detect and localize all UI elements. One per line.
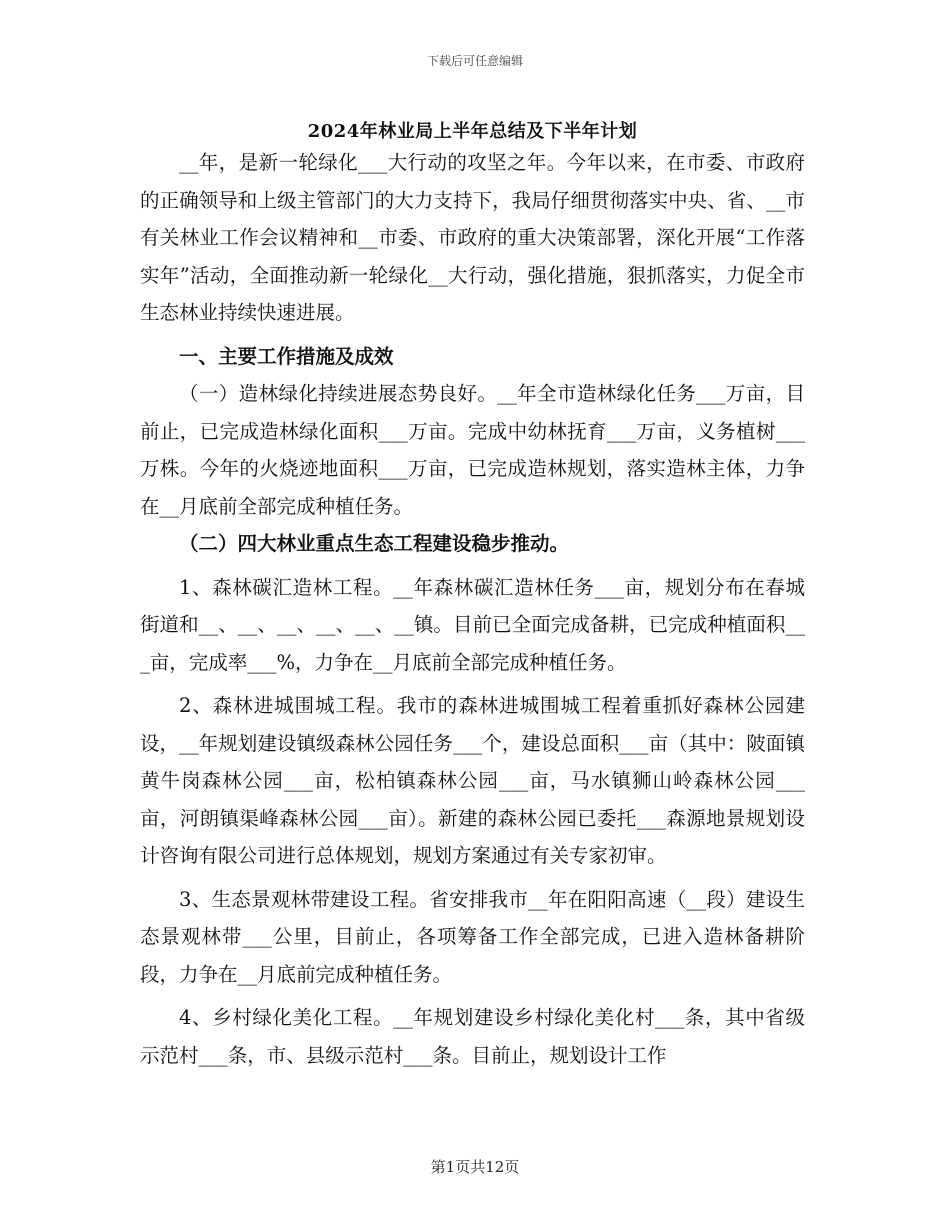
paragraph-rural-greening: 4、乡村绿化美化工程。__年规划建设乡村绿化美化村___条，其中省级示范村___条，市、县级示范村___条。目前止，规划设计工作 xyxy=(140,1006,805,1067)
paragraph-forest-city: 2、森林进城围城工程。我市的森林进城围城工程着重抓好森林公园建设，__年规划建设镇级森林公园任务___个，建设总面积___亩（其中：陂面镇黄牛岗森林公园___亩，松柏镇森林公园___亩，马水镇狮山岭森林公园___亩，河朗镇渠峰森林公园___亩）。新建的森林公园已委托___森源地景规划设计咨询有限公司进行总体规划，规划方案通过有关专家初审。 xyxy=(140,694,805,867)
paragraph-intro: __年，是新一轮绿化___大行动的攻坚之年。今年以来，在市委、市政府的正确领导和上级主管部门的大力支持下，我局仔细贯彻落实中央、省、__市有关林业工作会议精神和__市委、市政府的重大决策部署，深化开展“工作落实年”活动，全面推动新一轮绿化__大行动，强化措施，狠抓落实，力促全市生态林业持续快速进展。 xyxy=(140,151,805,324)
paragraph-landscape-belt: 3、生态景观林带建设工程。省安排我市__年在阳阳高速（__段）建设生态景观林带___公里，目前止，各项筹备工作全部完成，已进入造林备耕阶段，力争在__月底前完成种植任务。 xyxy=(140,887,805,986)
header-note: 下载后可任意编辑 xyxy=(426,54,523,68)
page-number: 第1页共12页 xyxy=(430,1158,520,1176)
paragraph-afforestation: （一）造林绿化持续进展态势良好。__年全市造林绿化任务___万亩，目前止，已完成造林绿化面积___万亩。完成中幼林抚育___万亩，义务植树___万株。今年的火烧迹地面积___万亩，已完成造林规划，落实造林主体，力争在__月底前全部完成种植任务。 xyxy=(140,382,805,518)
document-body xyxy=(140,144,805,1074)
section-heading-1: 一、主要工作措施及成效 xyxy=(179,344,394,368)
paragraph-carbon-sink: 1、森林碳汇造林工程。__年森林碳汇造林任务___亩，规划分布在春城街道和__、__、__、__、__、__镇。目前已全面完成备耕，已完成种植面积___亩，完成率___%，力争在__月底前全部完成种植任务。 xyxy=(140,575,805,674)
subsection-heading-2: （二）四大林业重点生态工程建设稳步推动。 xyxy=(179,532,570,555)
document-title: 2024年林业局上半年总结及下半年计划 xyxy=(307,121,638,142)
